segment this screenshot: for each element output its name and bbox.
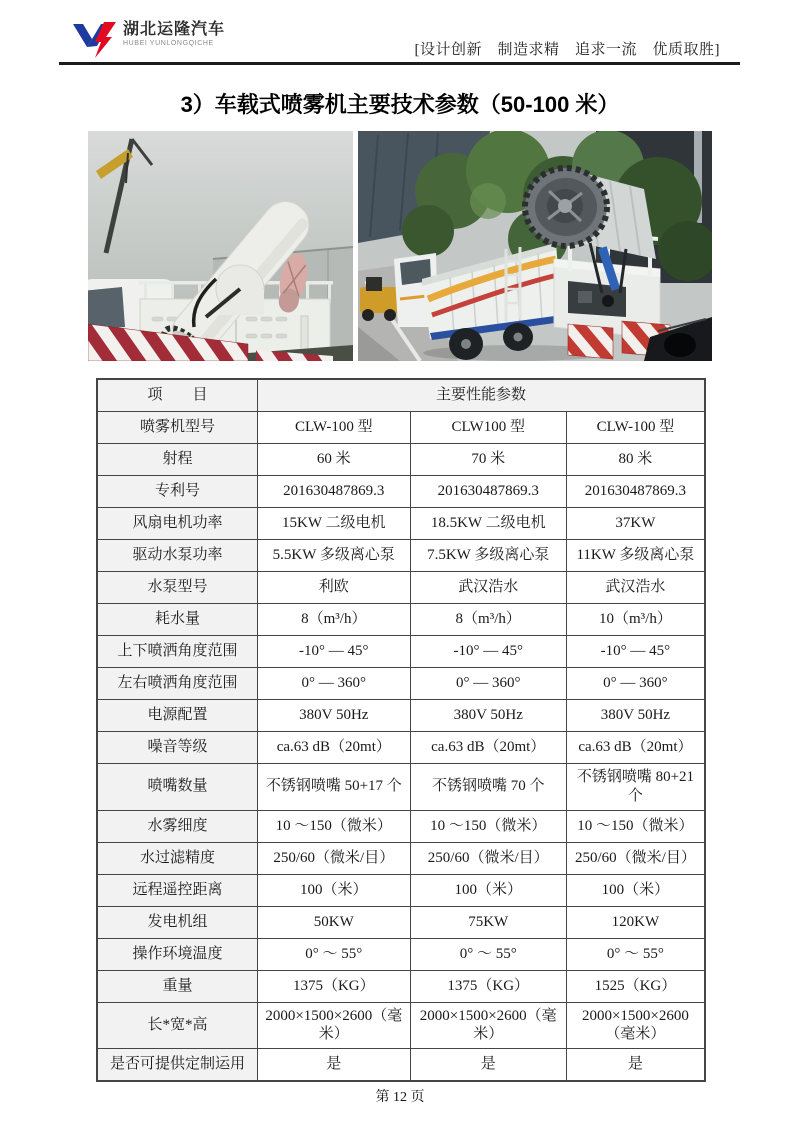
row-value: 8（m³/h） (258, 604, 411, 636)
header-tagline: [设计创新 制造求精 追求一流 优质取胜] (414, 42, 720, 58)
page-header (59, 0, 740, 65)
row-label: 电源配置 (97, 700, 258, 732)
table-row (97, 412, 705, 444)
row-label: 耗水量 (97, 604, 258, 636)
table-header-row (97, 379, 705, 412)
table-row (97, 476, 705, 508)
brand-logo-icon (73, 22, 117, 58)
brand-name-en: HUBEI YUNLONGQICHE (123, 40, 214, 47)
row-value: 60 米 (258, 444, 411, 476)
row-value: 100（米） (258, 874, 411, 906)
row-label: 风扇电机功率 (97, 508, 258, 540)
row-value: 201630487869.3 (258, 476, 411, 508)
row-label: 驱动水泵功率 (97, 540, 258, 572)
row-value: 80 米 (566, 444, 705, 476)
row-value: 250/60（微米/目） (258, 842, 411, 874)
table-row (97, 604, 705, 636)
row-value: ca.63 dB（20mt） (410, 732, 566, 764)
table-row (97, 668, 705, 700)
row-value: 100（米） (566, 874, 705, 906)
row-value: 5.5KW 多级离心泵 (258, 540, 411, 572)
row-value: -10° — 45° (258, 636, 411, 668)
row-value: 250/60（微米/目） (410, 842, 566, 874)
table-row (97, 842, 705, 874)
row-label: 左右喷洒角度范围 (97, 668, 258, 700)
row-value: -10° — 45° (566, 636, 705, 668)
row-value: 2000×1500×2600（毫米） (410, 1002, 566, 1049)
row-label: 上下喷洒角度范围 (97, 636, 258, 668)
photo-row (88, 131, 712, 361)
row-value: 0° ～ 55° (258, 938, 411, 970)
table-row (97, 1002, 705, 1049)
row-label: 是否可提供定制运用 (97, 1049, 258, 1082)
row-value: 201630487869.3 (566, 476, 705, 508)
row-label: 长*宽*高 (97, 1002, 258, 1049)
row-value: 7.5KW 多级离心泵 (410, 540, 566, 572)
row-label: 水过滤精度 (97, 842, 258, 874)
brand-text (123, 22, 225, 47)
row-value: 1525（KG） (566, 970, 705, 1002)
row-value: 201630487869.3 (410, 476, 566, 508)
row-label: 喷嘴数量 (97, 764, 258, 811)
row-value: 100（米） (410, 874, 566, 906)
row-value: CLW100 型 (410, 412, 566, 444)
photo-truck-side-view (88, 131, 353, 361)
row-value: 1375（KG） (258, 970, 411, 1002)
row-label: 水雾细度 (97, 810, 258, 842)
row-value: 2000×1500×2600（毫米） (566, 1002, 705, 1049)
row-value: 0° — 360° (410, 668, 566, 700)
row-label: 操作环境温度 (97, 938, 258, 970)
row-value: 50KW (258, 906, 411, 938)
row-value: 利欧 (258, 572, 411, 604)
brand (73, 22, 225, 58)
page-number: 第 12 页 (375, 1090, 425, 1105)
table-row (97, 938, 705, 970)
row-value: ca.63 dB（20mt） (566, 732, 705, 764)
row-value: 380V 50Hz (258, 700, 411, 732)
row-value: 380V 50Hz (410, 700, 566, 732)
table-span-header: 主要性能参数 (258, 379, 706, 412)
row-value: 10（m³/h） (566, 604, 705, 636)
row-value: CLW-100 型 (566, 412, 705, 444)
table-row (97, 906, 705, 938)
table-row (97, 540, 705, 572)
row-value: 不锈钢喷嘴 70 个 (410, 764, 566, 811)
brand-name-cn: 湖北运隆汽车 (123, 21, 226, 38)
row-value: 是 (258, 1049, 411, 1082)
row-label: 喷雾机型号 (97, 412, 258, 444)
row-label: 远程遥控距离 (97, 874, 258, 906)
row-value: 75KW (410, 906, 566, 938)
row-value: 武汉浩水 (566, 572, 705, 604)
row-value: 10 ～150（微米） (410, 810, 566, 842)
table-row (97, 700, 705, 732)
table-row (97, 1049, 705, 1082)
row-value: 18.5KW 二级电机 (410, 508, 566, 540)
row-value: 不锈钢喷嘴 80+21 个 (566, 764, 705, 811)
photo-truck-rear-view (358, 131, 712, 361)
row-value: 70 米 (410, 444, 566, 476)
spec-table (96, 378, 706, 1082)
row-value: ca.63 dB（20mt） (258, 732, 411, 764)
table-row (97, 572, 705, 604)
row-label: 噪音等级 (97, 732, 258, 764)
table-row (97, 732, 705, 764)
table-row (97, 874, 705, 906)
row-value: 是 (566, 1049, 705, 1082)
row-value: 15KW 二级电机 (258, 508, 411, 540)
row-value: 380V 50Hz (566, 700, 705, 732)
table-row (97, 508, 705, 540)
row-label: 重量 (97, 970, 258, 1002)
row-value: 0° — 360° (566, 668, 705, 700)
row-value: 250/60（微米/目） (566, 842, 705, 874)
row-value: 11KW 多级离心泵 (566, 540, 705, 572)
row-value: 是 (410, 1049, 566, 1082)
row-value: 120KW (566, 906, 705, 938)
row-value: 0° ～ 55° (410, 938, 566, 970)
table-row (97, 970, 705, 1002)
row-value: 不锈钢喷嘴 50+17 个 (258, 764, 411, 811)
table-corner-label: 项 目 (97, 379, 258, 412)
row-label: 射程 (97, 444, 258, 476)
table-row (97, 810, 705, 842)
table-row (97, 444, 705, 476)
row-value: CLW-100 型 (258, 412, 411, 444)
row-label: 水泵型号 (97, 572, 258, 604)
page-title: 3）车载式喷雾机主要技术参数（50-100 米） (180, 92, 620, 117)
row-value: 37KW (566, 508, 705, 540)
table-row (97, 764, 705, 811)
table-row (97, 636, 705, 668)
row-value: 0° — 360° (258, 668, 411, 700)
row-label: 专利号 (97, 476, 258, 508)
row-value: 0° ～ 55° (566, 938, 705, 970)
row-value: 1375（KG） (410, 970, 566, 1002)
row-value: -10° — 45° (410, 636, 566, 668)
row-label: 发电机组 (97, 906, 258, 938)
row-value: 8（m³/h） (410, 604, 566, 636)
row-value: 2000×1500×2600（毫米） (258, 1002, 411, 1049)
row-value: 武汉浩水 (410, 572, 566, 604)
row-value: 10 ～150（微米） (258, 810, 411, 842)
row-value: 10 ～150（微米） (566, 810, 705, 842)
